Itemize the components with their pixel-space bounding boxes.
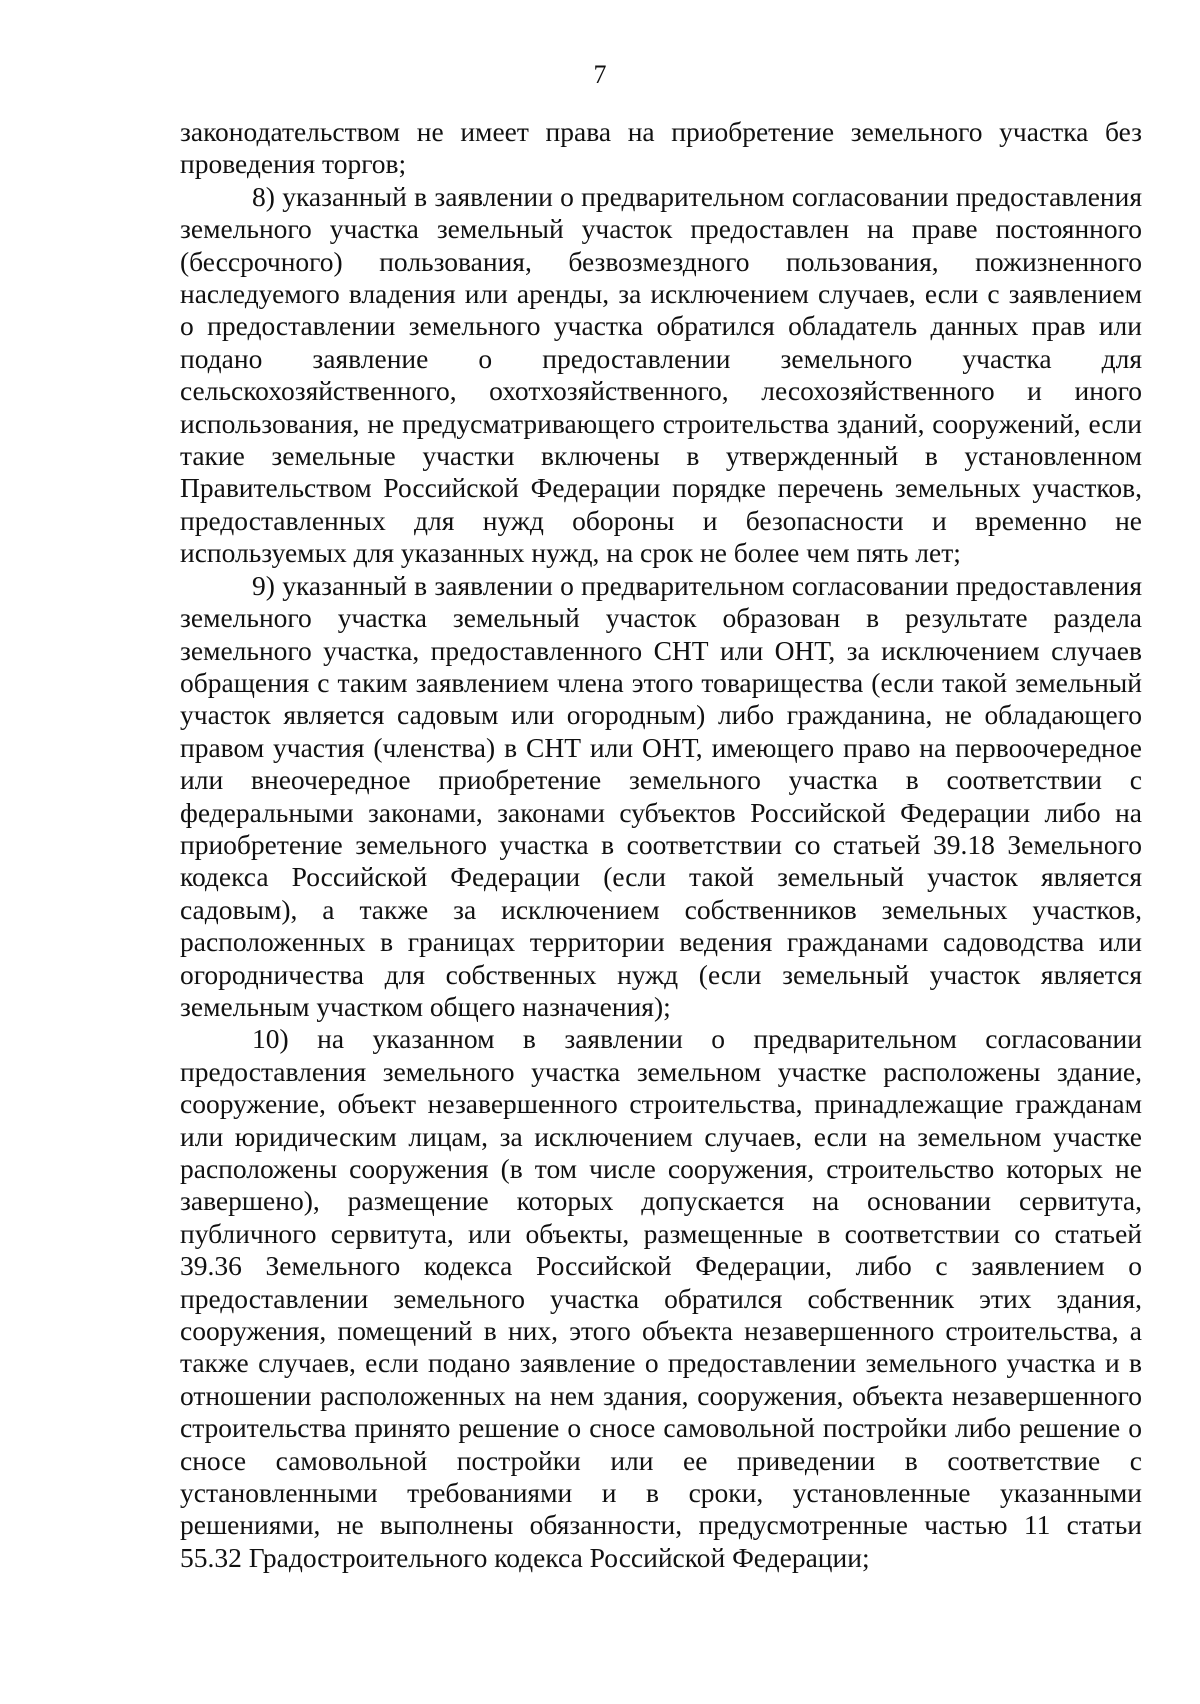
paragraph-continuation: законодательством не имеет права на приобретение земельного участка без проведения торгов; [180,116,1142,180]
document-body [180,116,1142,1574]
paragraph-item-10: 10) на указанном в заявлении о предварительном согласовании предоставления земельного участка земельном участке расположены здание, сооружение, объект незавершенного строительства, принадлежащие гражданам или юридическим лицам, за исключением случаев, если на земельном участке расположены сооружения (в том числе сооружения, строительство которых не завершено), размещение которых допускается на основании сервитута, публичного сервитута, или объекты, размещенные в соответствии со статьей 39.36 Земельного кодекса Российской Федерации, либо с заявлением о предоставлении земельного участка обратился собственник этих здания, сооружения, помещений в них, этого объекта незавершенного строительства, а также случаев, если подано заявление о предоставлении земельного участка и в отношении расположенных на нем здания, сооружения, объекта незавершенного строительства принято решение о сносе самовольной постройки либо решение о сносе самовольной постройки или ее приведении в соответствие с установленными требованиями и в сроки, установленные указанными решениями, не выполнены обязанности, предусмотренные частью 11 статьи 55.32 Градостроительного кодекса Российской Федерации; [180,1023,1142,1573]
page-number: 7 [593,60,607,89]
paragraph-item-8: 8) указанный в заявлении о предварительном согласовании предоставления земельного участка земельный участок предоставлен на праве постоянного (бессрочного) пользования, безвозмездного пользования, пожизненного наследуемого владения или аренды, за исключением случаев, если с заявлением о предоставлении земельного участка обратился обладатель данных прав или подано заявление о предоставлении земельного участка для сельскохозяйственного, охотхозяйственного, лесохозяйственного и иного использования, не предусматривающего строительства зданий, сооружений, если такие земельные участки включены в утвержденный в установленном Правительством Российской Федерации порядке перечень земельных участков, предоставленных для нужд обороны и безопасности и временно не используемых для указанных нужд, на срок не более чем пять лет; [180,180,1142,569]
paragraph-item-9: 9) указанный в заявлении о предварительном согласовании предоставления земельного участка земельный участок образован в результате раздела земельного участка, предоставленного СНТ или ОНТ, за исключением случаев обращения с таким заявлением члена этого товарищества (если такой земельный участок является садовым или огородным) либо гражданина, не обладающего правом участия (членства) в СНТ или ОНТ, имеющего право на первоочередное или внеочередное приобретение земельного участка в соответствии с федеральными законами, законами субъектов Российской Федерации либо на приобретение земельного участка в соответствии со статьей 39.18 Земельного кодекса Российской Федерации (если такой земельный участок является садовым), а также за исключением собственников земельных участков, расположенных в границах территории ведения гражданами садоводства или огородничества для собственных нужд (если земельный участок является земельным участком общего назначения); [180,569,1142,1022]
